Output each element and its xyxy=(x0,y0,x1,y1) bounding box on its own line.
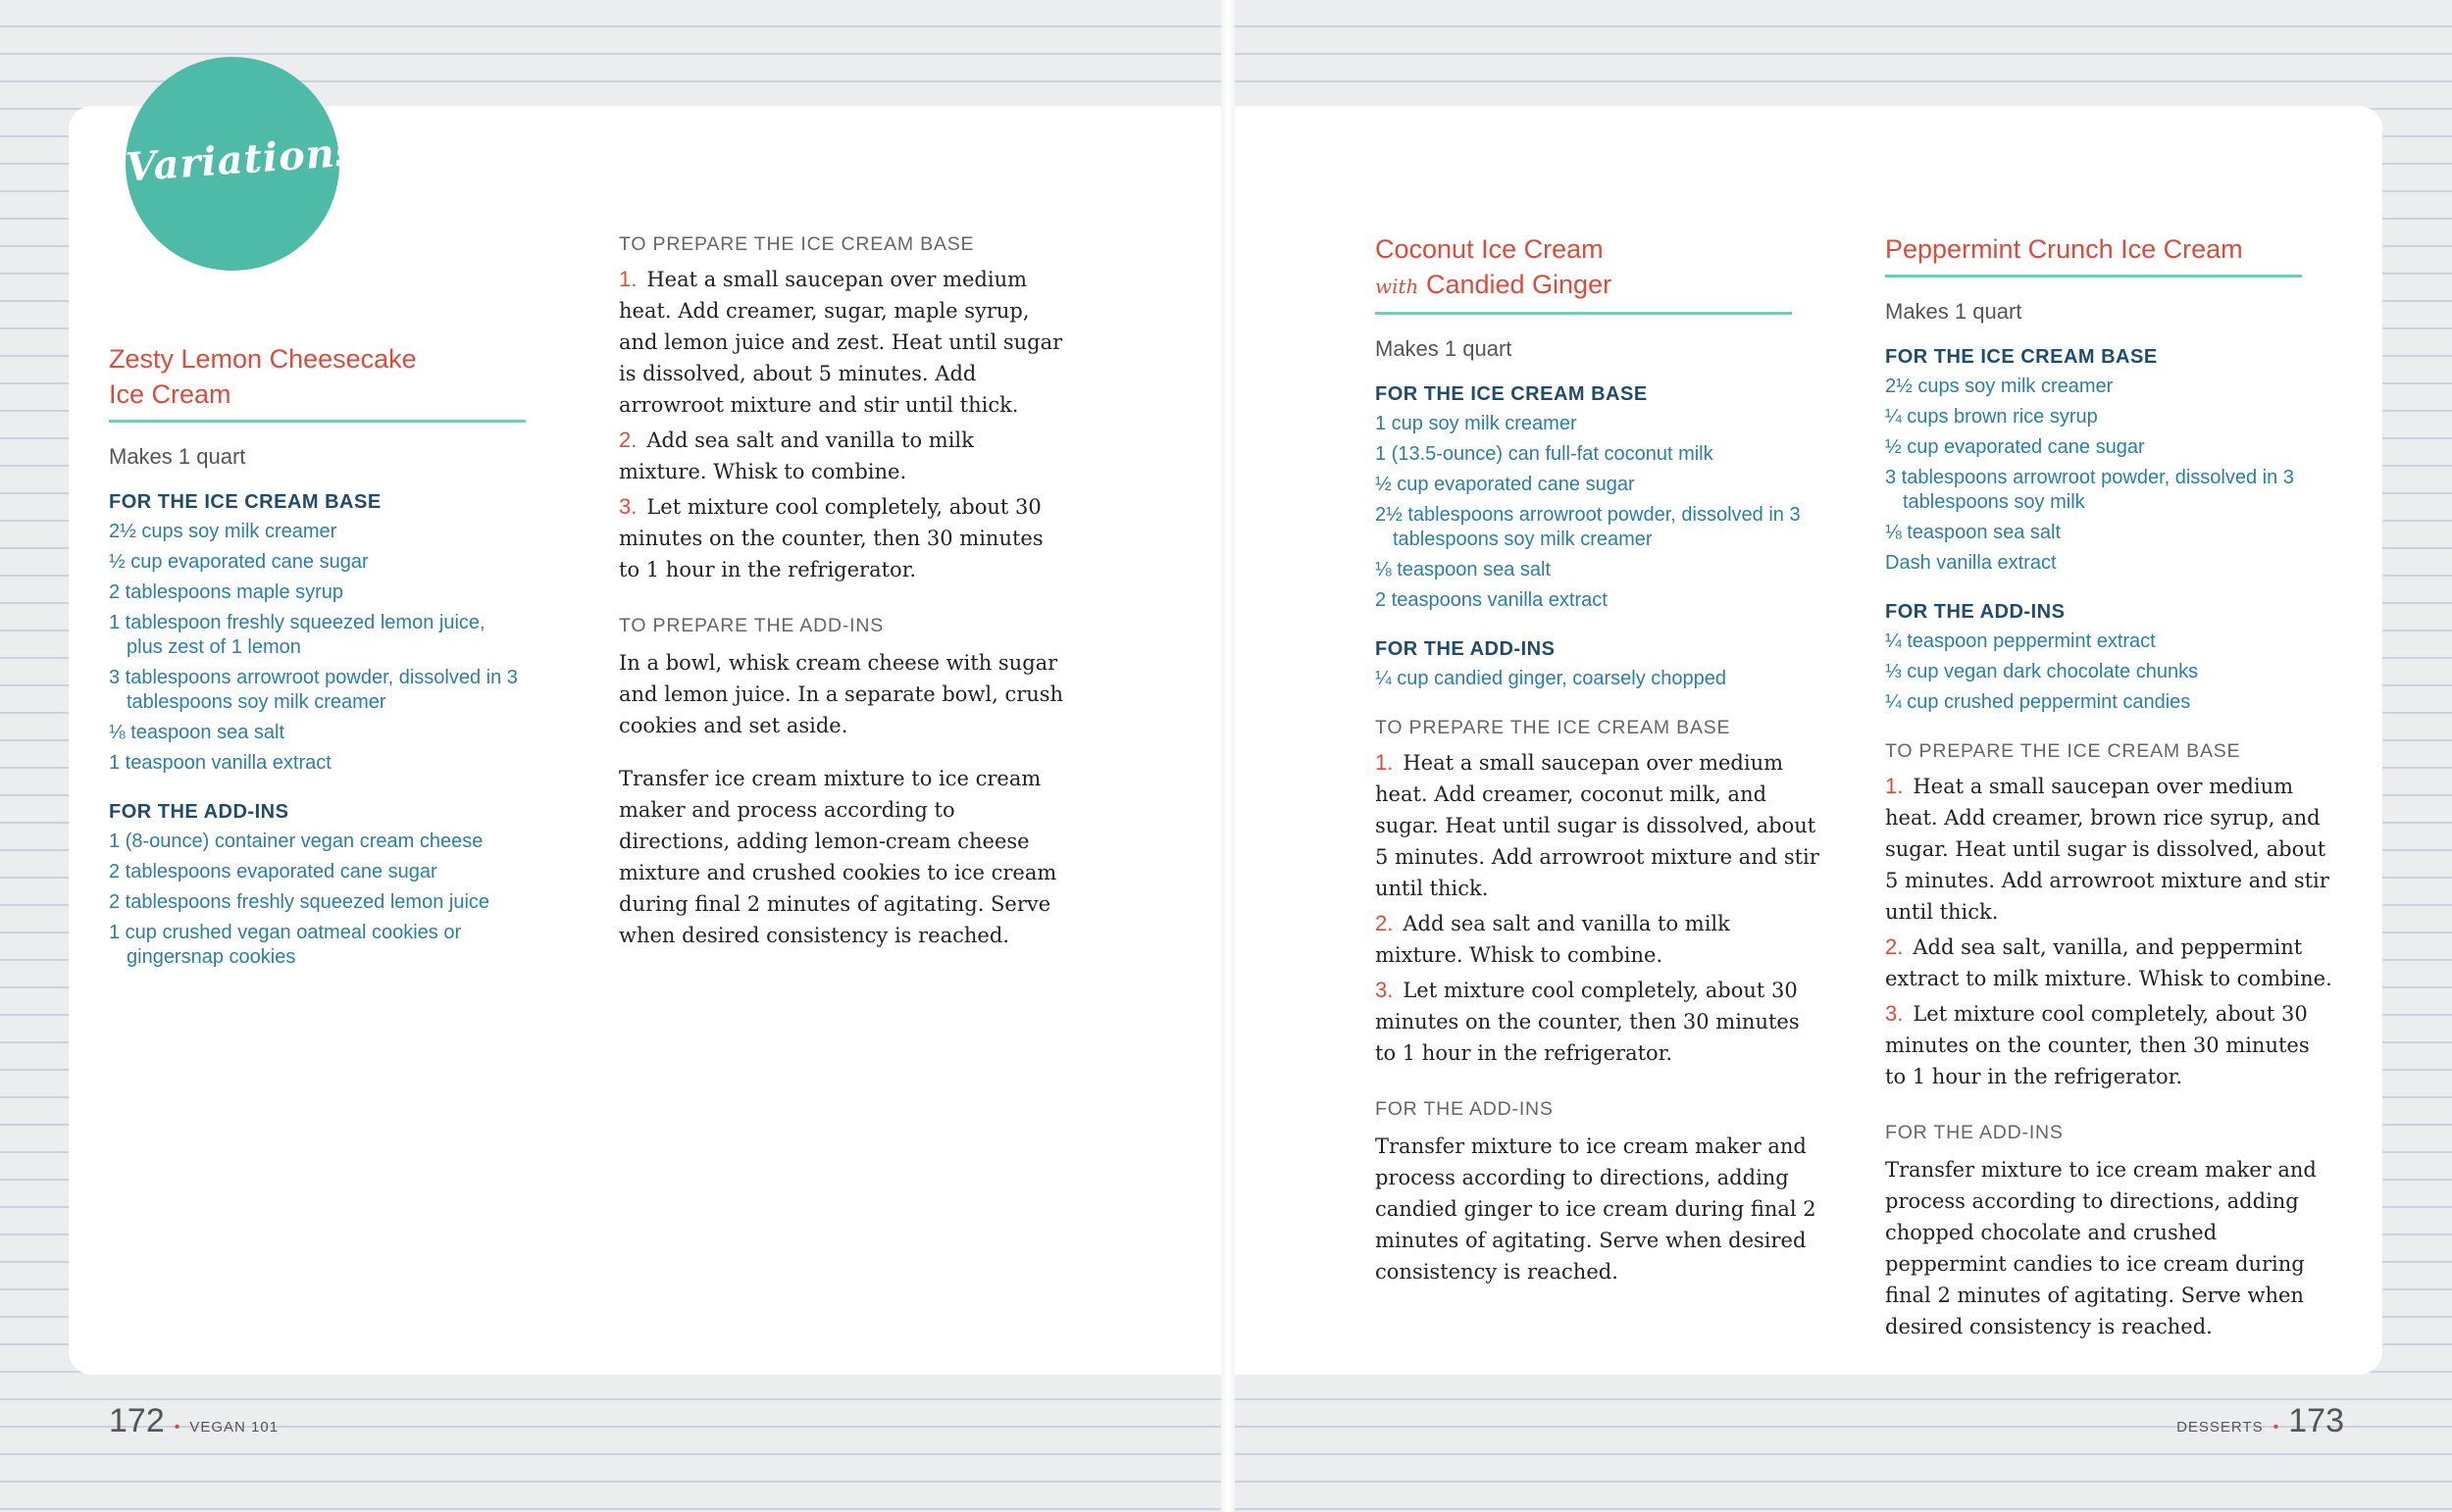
title-text: Candied Ginger xyxy=(1425,270,1612,299)
ingredient: ½ cup evaporated cane sugar xyxy=(1885,436,2145,458)
title-line: Ice Cream xyxy=(109,379,231,409)
book-gutter xyxy=(1221,0,1235,1512)
addins-ingredient-list xyxy=(1885,630,2336,715)
ingredient: 1 cup soy milk creamer xyxy=(1375,413,1577,434)
yield: Makes 1 quart xyxy=(109,444,246,469)
step-number: 1. xyxy=(1375,750,1394,775)
step xyxy=(619,491,1065,585)
step xyxy=(1885,932,2336,994)
step-text: Let mixture cool completely, about 30 minutes on the counter, then 30 minutes to 1 hour in the refrigerator. xyxy=(619,495,1044,581)
base-heading: FOR THE ICE CREAM BASE xyxy=(1375,383,1648,405)
addins-ingredient-list xyxy=(1375,667,1821,691)
finish-paragraph: Transfer mixture to ice cream maker and process according to directions, adding chopped chocolate and crushed peppermint candies to ice cream during final 2 minutes of agitating. Serve when desired consistency is reached. xyxy=(1885,1158,2317,1338)
badge-label: Variations xyxy=(124,128,360,191)
ingredient: 2 tablespoons freshly squeezed lemon juice xyxy=(109,891,490,913)
recipe-title: Peppermint Crunch Ice Cream xyxy=(1885,234,2243,264)
ingredient: 1 (13.5-ounce) can full-fat coconut milk xyxy=(1375,443,1713,465)
base-ingredient-list xyxy=(1885,375,2336,576)
addins-heading: FOR THE ADD-INS xyxy=(109,801,289,823)
step xyxy=(1375,747,1821,904)
ingredient: 1 tablespoon freshly squeezed lemon juice, plus zest of 1 lemon xyxy=(109,612,485,658)
recipe-title xyxy=(1375,231,1821,304)
coconut-recipe-column xyxy=(1375,231,1821,1287)
ingredient: 1 teaspoon vanilla extract xyxy=(109,752,332,774)
lemon-directions-column xyxy=(619,233,1065,951)
yield: Makes 1 quart xyxy=(1885,299,2022,324)
step xyxy=(619,425,1065,487)
bullet-separator: • xyxy=(174,1419,180,1436)
addins-paragraph: In a bowl, whisk cream cheese with sugar and lemon juice. In a separate bowl, crush cookies and set aside. xyxy=(619,651,1064,737)
running-head: VEGAN 101 xyxy=(189,1419,280,1436)
step-text: Let mixture cool completely, about 30 minutes on the counter, then 30 minutes to 1 hour in the refrigerator. xyxy=(1885,1002,2310,1088)
ingredient: ¼ cup crushed peppermint candies xyxy=(1885,691,2191,713)
page-number: 172 xyxy=(109,1402,165,1439)
ingredient: ½ cup evaporated cane sugar xyxy=(109,551,369,573)
prepare-base-heading: TO PREPARE THE ICE CREAM BASE xyxy=(1375,717,1731,738)
step-text: Heat a small saucepan over medium heat. Add creamer, brown rice syrup, and sugar. Heat until sugar is dissolved, about 5 minutes. Add arrowroot mixture and stir until thick. xyxy=(1885,775,2329,924)
title-connector: with xyxy=(1375,275,1419,298)
step-text: Add sea salt and vanilla to milk mixture. Whisk to combine. xyxy=(1375,912,1730,967)
step xyxy=(1885,771,2336,928)
step xyxy=(1375,975,1821,1069)
step-number: 3. xyxy=(1885,1001,1904,1026)
base-ingredient-list xyxy=(109,520,526,776)
step xyxy=(619,264,1065,421)
ingredient: ⅛ teaspoon sea salt xyxy=(1375,559,1552,580)
ingredient: 2½ cups soy milk creamer xyxy=(1885,376,2114,397)
lemon-ingredients-column xyxy=(109,341,526,970)
ingredient: ⅛ teaspoon sea salt xyxy=(1885,522,2062,543)
title-rule xyxy=(109,420,526,423)
ingredient: 2½ cups soy milk creamer xyxy=(109,521,337,542)
running-head: DESSERTS xyxy=(2176,1419,2264,1436)
prepare-base-heading: TO PREPARE THE ICE CREAM BASE xyxy=(619,233,975,255)
base-ingredient-list xyxy=(1375,412,1821,613)
ingredient: ¼ cups brown rice syrup xyxy=(1885,406,2098,428)
ingredient: ½ cup evaporated cane sugar xyxy=(1375,474,1635,495)
addins-heading: FOR THE ADD-INS xyxy=(1885,601,2066,623)
step-number: 2. xyxy=(619,428,638,452)
yield: Makes 1 quart xyxy=(1375,336,1512,361)
ingredient: 2 tablespoons maple syrup xyxy=(109,581,344,603)
title-rule xyxy=(1375,312,1792,315)
step-list xyxy=(1375,747,1821,1069)
addins-heading: FOR THE ADD-INS xyxy=(1375,638,1556,660)
step-number: 3. xyxy=(619,494,638,519)
base-heading: FOR THE ICE CREAM BASE xyxy=(109,491,382,513)
step-number: 2. xyxy=(1885,934,1904,959)
step xyxy=(1885,998,2336,1092)
title-line: Zesty Lemon Cheesecake xyxy=(109,344,417,374)
ingredient: ⅛ teaspoon sea salt xyxy=(109,722,285,743)
step-text: Heat a small saucepan over medium heat. Add creamer, coconut milk, and sugar. Heat until sugar is dissolved, about 5 minutes. Add arrowroot mixture and stir until thick. xyxy=(1375,751,1819,900)
prepare-base-heading: TO PREPARE THE ICE CREAM BASE xyxy=(1885,740,2241,762)
ingredient: ¼ teaspoon peppermint extract xyxy=(1885,630,2156,652)
prepare-addins-heading: TO PREPARE THE ADD-INS xyxy=(619,615,885,636)
addins-ingredient-list xyxy=(109,830,526,970)
left-footer xyxy=(109,1402,279,1440)
ingredient: ¼ cup candied ginger, coarsely chopped xyxy=(1375,668,1727,689)
ingredient: 1 (8-ounce) container vegan cream cheese xyxy=(109,831,484,852)
step xyxy=(1375,908,1821,971)
step-number: 3. xyxy=(1375,978,1394,1002)
recipe-title xyxy=(109,341,526,412)
step-text: Add sea salt and vanilla to milk mixture. Whisk to combine. xyxy=(619,428,974,483)
step-number: 2. xyxy=(1375,911,1394,935)
step-text: Add sea salt, vanilla, and peppermint extract to milk mixture. Whisk to combine. xyxy=(1885,935,2332,990)
title-rule xyxy=(1885,275,2302,277)
finish-paragraph: Transfer ice cream mixture to ice cream maker and process according to directions, adding lemon-cream cheese mixture and crushed cookies to ice cream during final 2 minutes of agitating. Serve when desired consistency is reached. xyxy=(619,767,1057,947)
step-number: 1. xyxy=(619,267,638,291)
title-line xyxy=(1375,267,1821,304)
step-number: 1. xyxy=(1885,774,1904,798)
prepare-addins-heading: FOR THE ADD-INS xyxy=(1375,1098,1554,1120)
step-list xyxy=(1885,771,2336,1092)
ingredient: 1 cup crushed vegan oatmeal cookies or gingersnap cookies xyxy=(109,922,462,968)
ingredient: 3 tablespoons arrowroot powder, dissolved in 3 tablespoons soy milk creamer xyxy=(109,667,518,713)
variations-badge xyxy=(124,57,360,271)
step-text: Heat a small saucepan over medium heat. Add creamer, sugar, maple syrup, and lemon juice and zest. Heat until sugar is dissolved, about 5 minutes. Add arrowroot mixture and stir until thick. xyxy=(619,268,1063,417)
step-text: Let mixture cool completely, about 30 minutes on the counter, then 30 minutes to 1 hour in the refrigerator. xyxy=(1375,979,1800,1065)
step-list xyxy=(619,264,1065,585)
peppermint-recipe-column xyxy=(1885,231,2336,1342)
base-heading: FOR THE ICE CREAM BASE xyxy=(1885,346,2158,368)
ingredient: ⅓ cup vegan dark chocolate chunks xyxy=(1885,661,2199,682)
ingredient: 2 teaspoons vanilla extract xyxy=(1375,589,1608,611)
page-number: 173 xyxy=(2288,1402,2344,1439)
ingredient: 3 tablespoons arrowroot powder, dissolved in 3 tablespoons soy milk xyxy=(1885,467,2294,513)
finish-paragraph: Transfer mixture to ice cream maker and process according to directions, adding candied ginger to ice cream during final 2 minutes of agitating. Serve when desired consistency is reached. xyxy=(1375,1134,1816,1284)
right-footer xyxy=(2176,1402,2344,1440)
bullet-separator: • xyxy=(2273,1419,2279,1436)
ingredient: 2 tablespoons evaporated cane sugar xyxy=(109,861,437,882)
prepare-addins-heading: FOR THE ADD-INS xyxy=(1885,1122,2064,1143)
ingredient: Dash vanilla extract xyxy=(1885,552,2057,574)
title-line: Coconut Ice Cream xyxy=(1375,234,1604,264)
ingredient: 2½ tablespoons arrowroot powder, dissolved in 3 tablespoons soy milk creamer xyxy=(1375,504,1801,550)
